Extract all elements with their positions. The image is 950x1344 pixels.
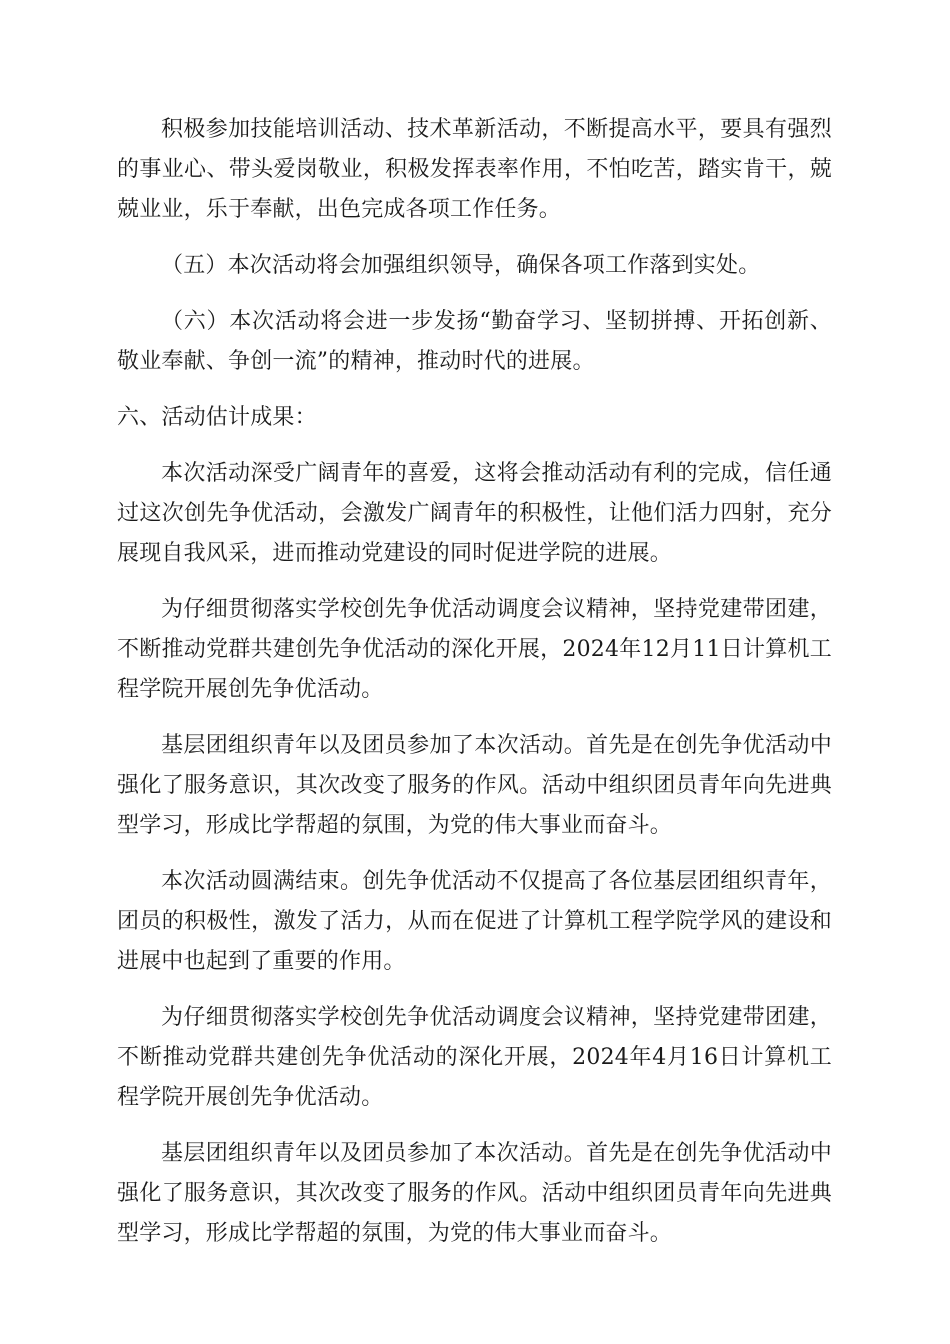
paragraph-conclusion: 本次活动圆满结束。创先争优活动不仅提高了各位基层团组织青年，团员的积极性，激发了活力，从而在促进了计算机工程学院学风的建设和进展中也起到了重要的作用。 — [117, 869, 832, 974]
paragraph-expected-results: 本次活动深受广阔青年的喜爱，这将会推动活动有利的完成，信任通过这次创先争优活动，会激发广阔青年的积极性，让他们活力四射，充分展现自我风采，进而推动党建设的同时促进学院的进展。 — [117, 461, 832, 566]
section-heading-expected-results: 六、活动估计成果： — [117, 405, 317, 430]
paragraph-participants-1: 基层团组织青年以及团员参加了本次活动。首先是在创先争优活动中强化了服务意识，其次改变了服务的作风。活动中组织团员青年向先进典型学习，形成比学帮超的氛围，为党的伟大事业而奋斗。 — [117, 733, 832, 838]
paragraph-item-six: （六）本次活动将会进一步发扬“勤奋学习、坚韧拼搏、开拓创新、敬业奉献、争创一流”的精神，推动时代的进展。 — [117, 309, 832, 374]
paragraph-participants-2: 基层团组织青年以及团员参加了本次活动。首先是在创先争优活动中强化了服务意识，其次改变了服务的作风。活动中组织团员青年向先进典型学习，形成比学帮超的氛围，为党的伟大事业而奋斗。 — [117, 1141, 832, 1246]
paragraph-item-five: （五）本次活动将会加强组织领导，确保各项工作落到实处。 — [161, 253, 761, 278]
paragraph-event-april: 为仔细贯彻落实学校创先争优活动调度会议精神，坚持党建带团建，不断推动党群共建创先争优活动的深化开展，2024年4月16日计算机工程学院开展创先争优活动。 — [117, 1005, 832, 1110]
paragraph-skills-training: 积极参加技能培训活动、技术革新活动，不断提高水平，要具有强烈的事业心、带头爱岗敬业，积极发挥表率作用，不怕吃苦，踏实肯干，兢兢业业，乐于奉献，出色完成各项工作任务。 — [117, 117, 832, 222]
document-body — [117, 110, 832, 1270]
paragraph-event-december: 为仔细贯彻落实学校创先争优活动调度会议精神，坚持党建带团建，不断推动党群共建创先争优活动的深化开展，2024年12月11日计算机工程学院开展创先争优活动。 — [117, 597, 832, 702]
